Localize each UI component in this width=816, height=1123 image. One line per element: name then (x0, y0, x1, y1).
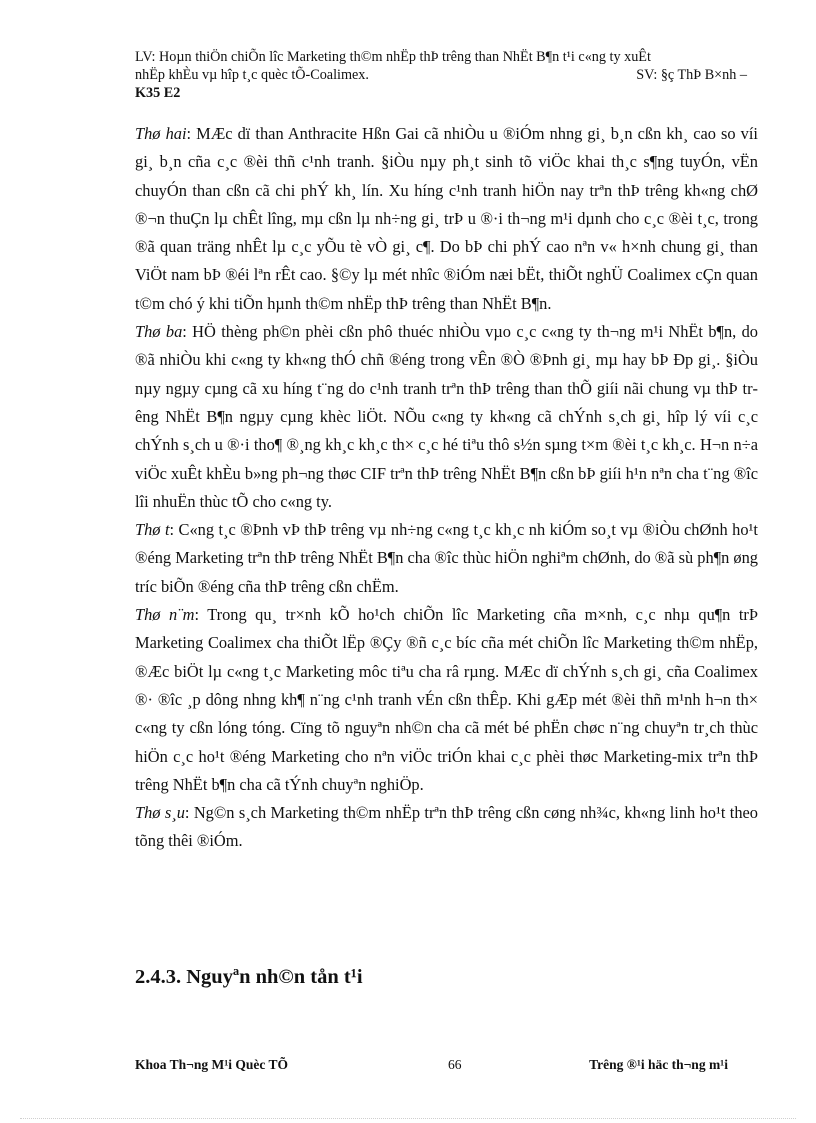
footer-university: Trêng ®¹i häc th¬ng m¹i (589, 1057, 728, 1072)
paragraph-text: : Trong qu¸ tr×nh kÕ ho¹ch chiÕn lîc Marketing cña m×nh, c¸c nhµ qu¶n trÞ Marketing Coalimex cha thiÕt lËp ®Çy ®ñ c¸c bíc cña mét chiÕn lîc Marketing th©m nhËp, ®Æc biÖt lµ c«ng t¸c Marketing môc tiªu cha râ rµng. MÆc dï chÝnh s¸ch gi¸ cña Coalimex ®· ®îc ¸p dông nhng kh¶ n¨ng c¹nh tranh vÉn cßn thÊp. Khi gÆp mét ®èi thñ m¹nh h¬n th× c«ng ty cßn lóng tóng. Cïng tõ nguyªn nh©n cha cã mét bé phËn chøc n¨ng chuyªn tr¸ch thùc hiÖn c¸c ho¹t ®éng Marketing cho nªn viÖc triÓn khai c¸c phèi thøc Marketing-mix trªn thÞ trêng NhËt b¶n cha cã tÝnh chuyªn nghiÖp. (135, 605, 758, 794)
page-footer (135, 1057, 728, 1079)
paragraph-text: : C«ng t¸c ®Þnh vÞ thÞ trêng vµ nh÷ng c«ng t¸c kh¸c nh kiÓm so¸t vµ ®iÒu chØnh ho¹t ®éng Marketing trªn thÞ trêng NhËt B¶n cha ®îc thùc hiÖn nghiªm chØnh, do ®ã sù ph¶n øng tríc biÕn ®éng cña thÞ trêng cßn chËm. (135, 520, 759, 596)
page-header (135, 48, 747, 102)
header-line-3 (135, 84, 747, 102)
paragraph-lead: Thø hai (135, 124, 187, 143)
paragraph-third (135, 318, 758, 516)
header-line-1 (135, 48, 747, 66)
paragraph-lead: Thø s¸u (135, 803, 185, 823)
paragraph-text: : MÆc dï than Anthracite Hßn Gai cã nhiÒu u ®iÓm nhng gi¸ b¸n cßn kh¸ cao so víi gi¸ b¸n cña c¸c ®èi thñ c¹nh tranh. §iÒu nµy ph¸t sinh tõ viÖc khai th¸c s¶ng tuyÓn, vËn chuyÓn than cßn cã chi phÝ kh¸ lín. Xu híng c¹nh tranh hiÖn nay trªn thÞ trêng kh«ng chØ ®¬n thuÇn lµ chÊt lîng, mµ cßn lµ nh÷ng gi¸ trÞ u ®·i th¬ng m¹i dµnh cho c¸c ®èi t¸c, trong ®ã quan träng nhÊt lµ c¸c yÕu tè vÒ gi¸ c¶. Do bÞ chi phÝ cao nªn v« h×nh chung gi¸ than ViÖt nam bÞ ®éi lªn rÊt cao. §©y lµ mét nhîc ®iÓm næi bËt, thiÕt nghÜ Coalimex cÇn quan t©m chó ý khi tiÕn hµnh th©m nhËp thÞ trêng than NhËt B¶n. (135, 124, 758, 313)
paragraph-fifth (135, 601, 758, 799)
paragraph-sixth (135, 799, 758, 856)
paragraph-lead: Thø t (135, 520, 170, 540)
paragraph-text: : Ng©n s¸ch Marketing th©m nhËp trªn thÞ trêng cßn cøng nh¾c, kh«ng linh ho¹t theo tõng thêi ®iÓm. (135, 803, 758, 851)
header-class: K35 E2 (135, 85, 181, 101)
paragraph-lead: Thø ba (135, 322, 183, 342)
header-thesis-title-cont: nhËp khÈu vµ hîp t¸c quèc tÕ-Coalimex. (135, 67, 369, 83)
page-edge-divider (20, 1118, 796, 1119)
section-heading: 2.4.3. Nguyªn nh©n tån t¹i (135, 966, 363, 988)
header-thesis-title: LV: Hoµn thiÖn chiÕn lîc Marketing th©m nhËp thÞ trêng than NhËt B¶n t¹i c«ng ty xuÊt (135, 49, 651, 65)
paragraph-lead: Thø n¨m (135, 605, 195, 625)
footer-faculty: Khoa Th¬ng M¹i Quèc TÕ (135, 1057, 289, 1072)
body-text (135, 120, 758, 856)
header-student-name: SV: §ç ThÞ B×nh – (636, 67, 747, 83)
header-line-2 (135, 66, 747, 84)
paragraph-text: : HÖ thèng ph©n phèi cßn phô thuéc nhiÒu vµo c¸c c«ng ty th¬ng m¹i NhËt b¶n, do ®ã nhiÒu khi c«ng ty kh«ng thÓ chñ ®éng trong vÊn ®Ò ®Þnh gi¸ mµ hay bÞ Ðp gi¸. §iÒu nµy ngµy cµng cã xu híng t¨ng do c¹nh tranh trªn thÞ trêng than thÕ giíi nãi chung vµ thÞ trêng NhËt B¶n ngµy cµng khèc liÖt. NÕu c«ng ty kh«ng cã chÝnh s¸ch gi¸ hîp lý víi c¸c chÝnh s¸ch u ®·i tho¶ ®¸ng kh¸c kh¸c th× c¸c hé tiªu thô s½n sµng t×m ®èi t¸c kh¸c. H¬n n÷a viÖc xuÊt khÈu b»ng ph¬ng thøc CIF trªn thÞ trêng NhËt B¶n cßn bÞ giíi h¹n nªn cha t¨ng ®îc lîi nhuËn thùc tÕ cho c«ng ty. (135, 322, 758, 511)
paragraph-second (135, 120, 758, 318)
page-number: 66 (448, 1057, 462, 1072)
paragraph-fourth (135, 516, 758, 601)
